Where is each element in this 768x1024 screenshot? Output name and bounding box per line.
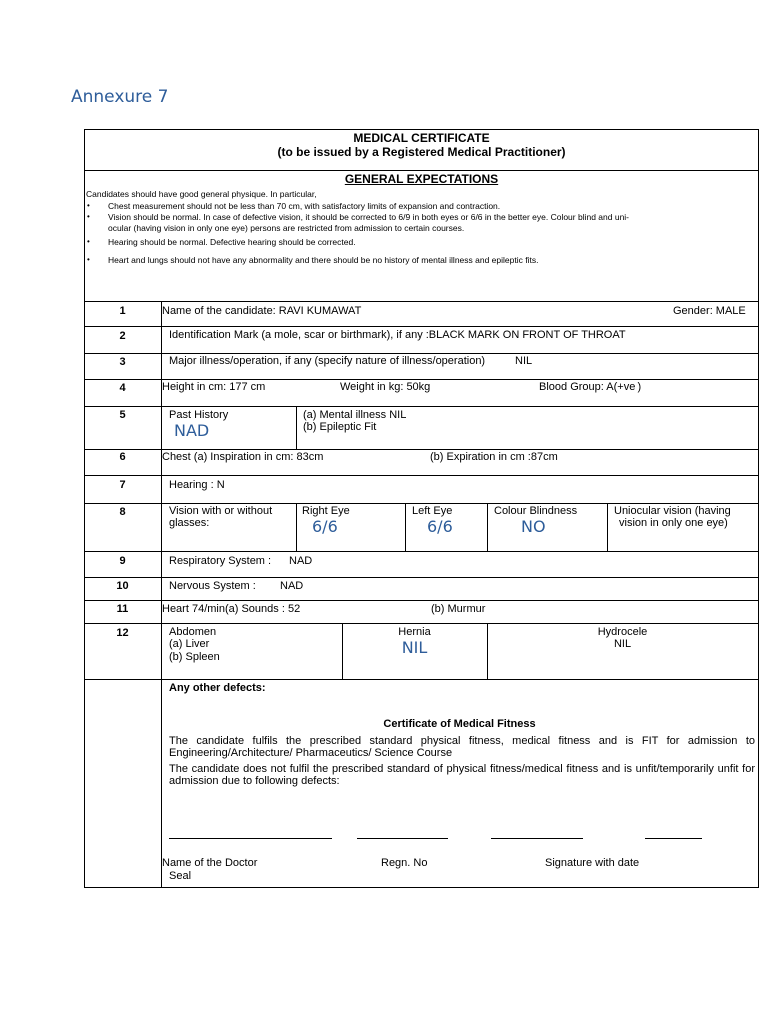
row-line: [84, 600, 759, 601]
regn-no-label: Regn. No: [381, 857, 428, 869]
vision-label-cont: glasses:: [169, 517, 210, 529]
past-history-label: Past History: [169, 409, 229, 421]
candidate-gender: Gender: MALE: [673, 305, 746, 317]
row-line: [84, 577, 759, 578]
cell-divider: [296, 406, 297, 449]
row-line: [84, 679, 759, 680]
hernia-value: NIL: [401, 638, 428, 657]
annexure-label: Annexure 7: [71, 87, 169, 107]
epileptic-fit: (b) Epileptic Fit: [303, 421, 377, 433]
form-border-top: [84, 129, 759, 130]
respiratory-label: Respiratory System :: [169, 555, 272, 567]
row-number: 7: [119, 479, 126, 491]
row-number: 1: [119, 305, 126, 317]
row-number: 3: [119, 356, 126, 368]
expectation-vision: Vision should be normal. In case of defective vision, it should be corrected to 6/9 in both eyes or 6/6 in the better eye. Colour blind and uni-: [108, 212, 630, 222]
row-number: 6: [119, 451, 126, 463]
spleen-label: (b) Spleen: [169, 651, 220, 663]
row-number: 9: [119, 555, 126, 567]
nervous-value: NAD: [280, 580, 304, 592]
hernia-label: Hernia: [398, 626, 431, 638]
left-eye-value: 6/6: [427, 517, 453, 536]
certificate-subtitle: (to be issued by a Registered Medical Practitioner): [277, 145, 566, 159]
past-history-handwritten: NAD: [174, 421, 210, 440]
fit-statement: The candidate fulfils the prescribed standard physical fitness, medical fitness and is FIT for admission to Engineering/Architecture/ Pharmaceutics/ Science Course: [169, 735, 755, 759]
major-illness-value: NIL: [515, 355, 533, 367]
heart-sounds: Heart 74/min(a) Sounds : 52: [162, 603, 301, 615]
right-eye-value: 6/6: [312, 517, 338, 536]
row-line: [84, 301, 759, 302]
weight: Weight in kg: 50kg: [340, 381, 431, 393]
candidate-name: Name of the candidate: RAVI KUMAWAT: [162, 305, 362, 317]
row-number: 12: [116, 627, 129, 639]
other-defects-label: Any other defects:: [169, 682, 266, 694]
header-divider: [84, 170, 759, 171]
row-line: [84, 475, 759, 476]
row-line: [84, 353, 759, 354]
height: Height in cm: 177 cm: [162, 381, 266, 393]
mental-illness: (a) Mental illness NIL: [303, 409, 407, 421]
expectation-heart: Heart and lungs should not have any abnormality and there should be no history of mental illness and epileptic fits.: [108, 255, 539, 265]
doctor-name-label: Name of the Doctor: [162, 857, 258, 869]
left-eye-label: Left Eye: [412, 505, 453, 517]
blood-group: Blood Group: A(+ve ): [539, 381, 642, 393]
abdomen-label: Abdomen: [169, 626, 217, 638]
signature-label: Signature with date: [545, 857, 640, 869]
uniocular-label: Uniocular vision (having: [614, 505, 731, 517]
nervous-label: Nervous System :: [169, 580, 256, 592]
hydrocele-label: Hydrocele: [597, 626, 648, 638]
uniocular-label-cont: vision in only one eye): [619, 517, 728, 529]
bullet-icon: •: [87, 255, 90, 264]
chest-inspiration: Chest (a) Inspiration in cm: 83cm: [162, 451, 324, 463]
row-line: [84, 623, 759, 624]
row-number: 5: [119, 409, 126, 421]
certificate-title: MEDICAL CERTIFICATE: [353, 131, 490, 145]
row-number: 4: [119, 382, 126, 394]
expectation-hearing: Hearing should be normal. Defective hearing should be corrected.: [108, 237, 356, 247]
regn-no-line: [357, 838, 448, 839]
liver-label: (a) Liver: [169, 638, 210, 650]
row-number: 11: [116, 603, 129, 615]
colour-blindness-label: Colour Blindness: [494, 505, 578, 517]
row-number: 10: [116, 580, 129, 592]
date-line: [645, 838, 702, 839]
row-line: [84, 326, 759, 327]
bullet-icon: •: [87, 201, 90, 210]
expectation-vision-cont: ocular (having vision in only one eye) persons are restricted from admission to certain courses.: [108, 223, 465, 233]
row-line: [84, 503, 759, 504]
bullet-icon: •: [87, 212, 90, 221]
vision-label: Vision with or without: [169, 505, 273, 517]
seal-label: Seal: [169, 870, 192, 882]
row-line: [84, 379, 759, 380]
hydrocele-value: NIL: [613, 638, 632, 650]
cell-divider: [296, 503, 297, 551]
hearing: Hearing : N: [169, 479, 225, 491]
fitness-certificate-title: Certificate of Medical Fitness: [383, 718, 536, 730]
cell-divider: [405, 503, 406, 551]
general-expectations-heading: GENERAL EXPECTATIONS: [344, 172, 499, 186]
respiratory-value: NAD: [289, 555, 313, 567]
doctor-name-line: [169, 838, 332, 839]
general-intro: Candidates should have good general physique. In particular,: [86, 189, 317, 199]
right-eye-label: Right Eye: [302, 505, 350, 517]
row-line: [84, 449, 759, 450]
signature-line: [491, 838, 583, 839]
cell-divider: [607, 503, 608, 551]
bullet-icon: •: [87, 237, 90, 246]
row-number: 2: [119, 330, 126, 342]
unfit-statement: The candidate does not fulfil the prescribed standard of physical fitness/medical fitness and is unfit/temporarily unfit for admission due to following defects:: [169, 763, 755, 787]
row-line: [84, 551, 759, 552]
expectation-chest: Chest measurement should not be less than 70 cm, with satisfactory limits of expansion and contraction.: [108, 201, 501, 211]
row-line: [84, 406, 759, 407]
form-border-right: [758, 129, 759, 888]
identification-mark: Identification Mark (a mole, scar or birthmark), if any :BLACK MARK ON FRONT OF THROAT: [169, 329, 626, 341]
form-border-bottom: [84, 887, 759, 888]
heart-murmur: (b) Murmur: [431, 603, 486, 615]
major-illness-label: Major illness/operation, if any (specify nature of illness/operation): [169, 355, 486, 367]
row-number: 8: [119, 506, 126, 518]
colour-blindness-value: NO: [521, 517, 546, 536]
cell-divider: [487, 503, 488, 551]
chest-expiration: (b) Expiration in cm :87cm: [430, 451, 558, 463]
